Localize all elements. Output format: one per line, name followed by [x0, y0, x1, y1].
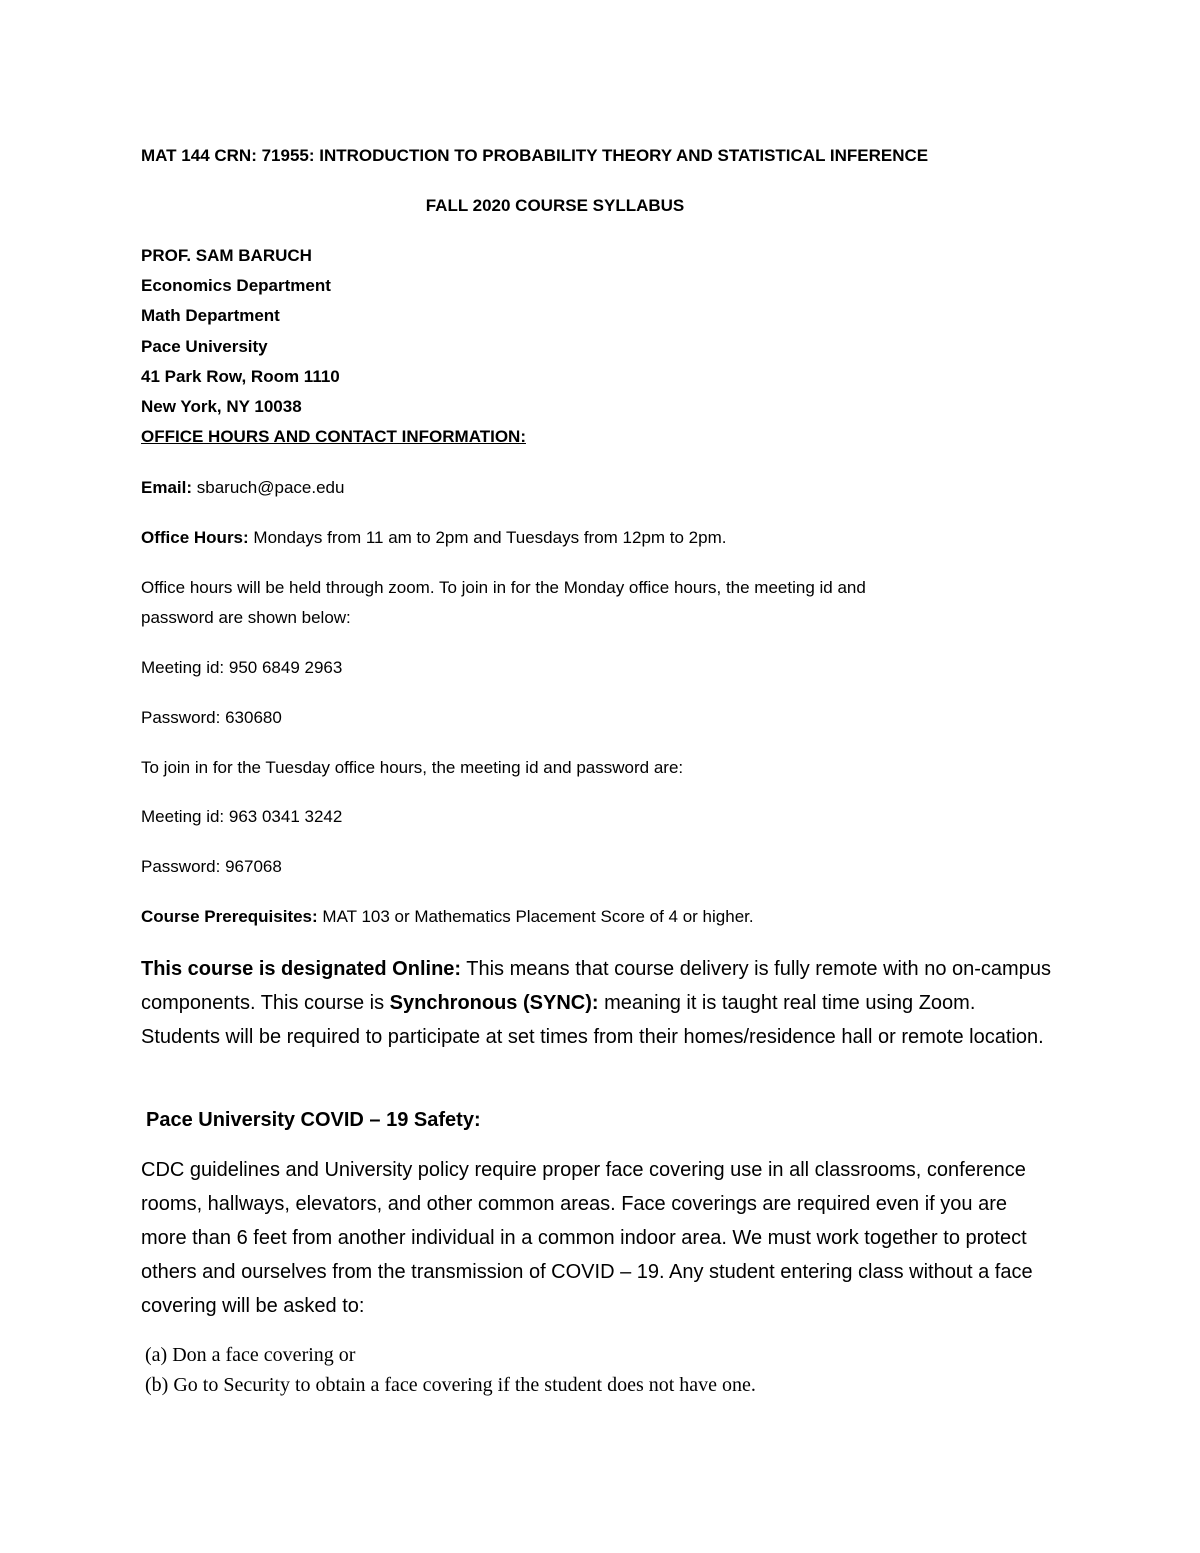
department-economics: Economics Department — [141, 276, 331, 295]
office-hours-value: Mondays from 11 am to 2pm and Tuesdays from 12pm to 2pm. — [248, 528, 727, 547]
tuesday-intro: To join in for the Tuesday office hours, the meeting id and password are: — [141, 758, 684, 777]
professor-name: PROF. SAM BARUCH — [141, 246, 312, 265]
prerequisites-label: Course Prerequisites: — [141, 907, 318, 926]
monday-password: Password: 630680 — [141, 708, 282, 727]
email-link[interactable]: sbaruch@pace.edu — [192, 478, 345, 497]
covid-item-b: (b) Go to Security to obtain a face covering if the student does not have one. — [145, 1374, 756, 1396]
covid-item-a: (a) Don a face covering or — [145, 1344, 356, 1366]
online-text-2: meaning it is taught real time using Zoom. Students will be required to participate at set times from their homes/residence hall or remote location. — [141, 992, 1044, 1048]
online-paragraph — [141, 952, 1051, 1054]
department-math: Math Department — [141, 306, 280, 325]
office-address: 41 Park Row, Room 1110 — [141, 367, 340, 386]
syllabus-subtitle: FALL 2020 COURSE SYLLABUS — [425, 196, 685, 215]
email-line — [141, 477, 344, 499]
covid-heading: Pace University COVID – 19 Safety: — [146, 1109, 481, 1131]
office-hours-line — [141, 527, 726, 549]
covid-paragraph: CDC guidelines and University policy require proper face covering use in all classrooms, conference rooms, hallways, elevators, and other common areas. Face coverings are required even if you are more than 6 feet from another individual in a common indoor area. We must work together to protect others and ourselves from the transmission of COVID – 19. Any student entering class without a face covering will be asked to: — [141, 1159, 1033, 1317]
tuesday-meeting-id: Meeting id: 963 0341 3242 — [141, 807, 343, 826]
online-text-1: This means that course delivery is fully remote with no on-campus components. This course is — [141, 958, 1051, 1014]
office-hours-label: Office Hours: — [141, 528, 249, 547]
zoom-info-line-1: Office hours will be held through zoom. To join in for the Monday office hours, the meeting id and — [141, 578, 866, 597]
prerequisites-value: MAT 103 or Mathematics Placement Score of 4 or higher. — [317, 907, 754, 926]
zoom-info-line-2: password are shown below: — [141, 608, 351, 627]
office-hours-heading: OFFICE HOURS AND CONTACT INFORMATION: — [141, 427, 526, 446]
university-name: Pace University — [141, 337, 268, 356]
monday-meeting-id: Meeting id: 950 6849 2963 — [141, 658, 343, 677]
online-label: This course is designated Online: — [141, 958, 462, 980]
office-city: New York, NY 10038 — [141, 397, 302, 416]
prerequisites-line — [141, 906, 754, 928]
tuesday-password: Password: 967068 — [141, 857, 282, 876]
sync-label: Synchronous (SYNC): — [389, 992, 599, 1014]
email-label: Email: — [141, 478, 193, 497]
course-title: MAT 144 CRN: 71955: INTRODUCTION TO PROBABILITY THEORY AND STATISTICAL INFERENCE — [141, 146, 929, 165]
